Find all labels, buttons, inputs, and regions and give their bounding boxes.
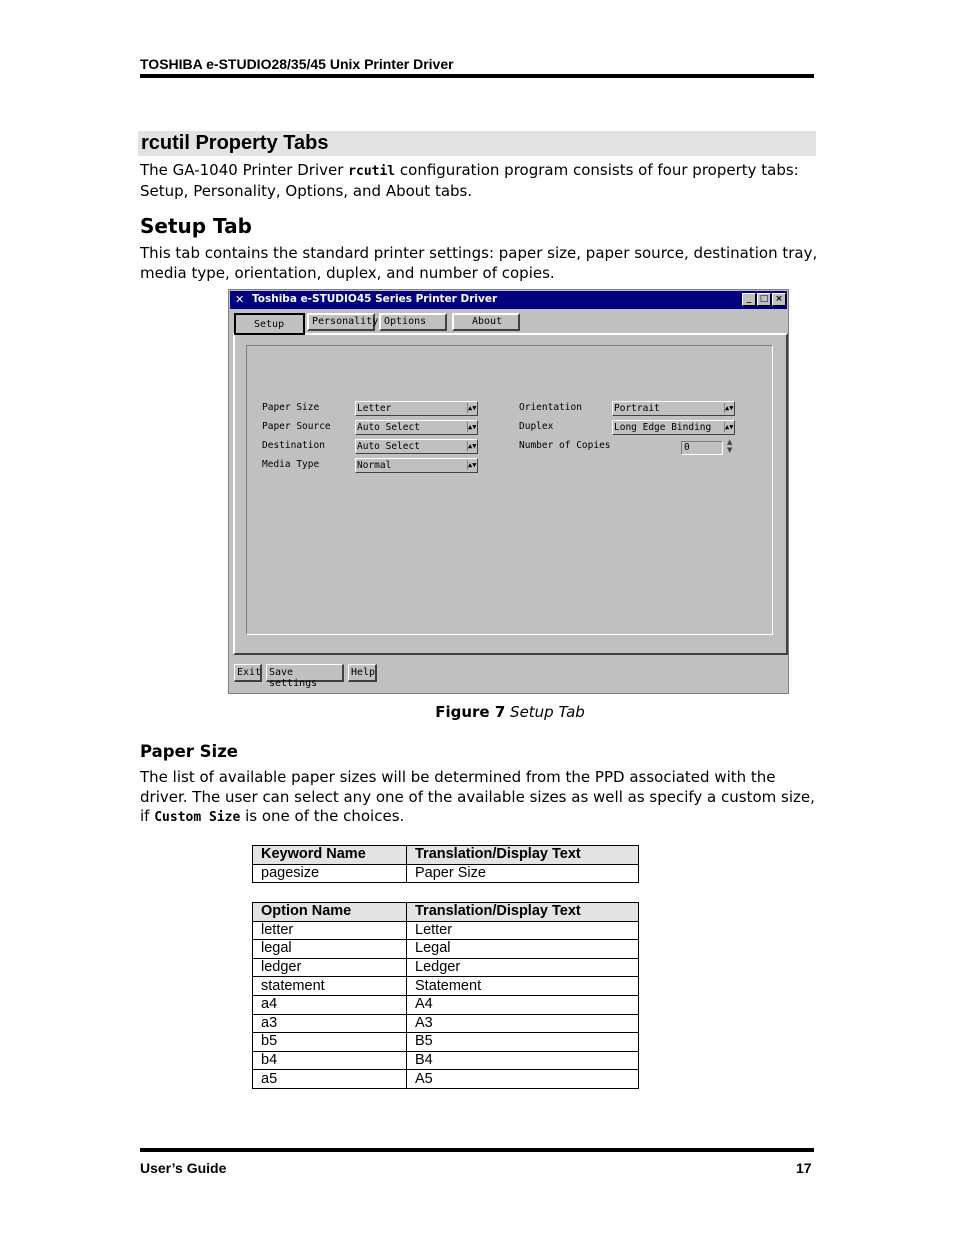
keyword-table	[252, 845, 639, 883]
paper-size-text-end: is one of the choices.	[240, 807, 405, 825]
spin-down-icon[interactable]: ▼	[727, 446, 733, 454]
table-row	[253, 864, 639, 883]
table-row	[253, 921, 639, 940]
intro-code: rcutil	[348, 164, 396, 179]
page-number: 17	[796, 1160, 812, 1176]
footer-guide-title: User’s Guide	[140, 1160, 227, 1176]
table-header-row	[253, 846, 639, 865]
table-cell: Paper Size	[407, 864, 639, 883]
table-cell: B5	[407, 1033, 639, 1052]
header-rule	[140, 74, 814, 78]
destination-select[interactable]	[355, 439, 478, 454]
destination-label: Destination	[262, 440, 325, 451]
table-row	[253, 1070, 639, 1089]
dropdown-arrow-icon: ▲▼	[468, 423, 477, 431]
table-cell: b4	[253, 1051, 407, 1070]
paper-size-text-start: The list of available paper sizes will be determined from the PPD associated with the driver. The user can select any one of the available sizes as well as specify a custom size, if	[140, 768, 815, 825]
spin-up-icon[interactable]: ▲	[727, 438, 733, 446]
copies-input[interactable]: 0	[681, 441, 723, 455]
table-cell: B4	[407, 1051, 639, 1070]
tab-about[interactable]: About	[452, 313, 520, 331]
figure-caption	[0, 703, 954, 721]
table-cell: a3	[253, 1014, 407, 1033]
table-cell: Legal	[407, 940, 639, 959]
orientation-label: Orientation	[519, 402, 582, 413]
option-table	[252, 902, 639, 1089]
copies-label: Number of Copies	[519, 440, 611, 451]
duplex-label: Duplex	[519, 421, 554, 432]
table-cell: b5	[253, 1033, 407, 1052]
tab-options[interactable]: Options	[379, 313, 447, 331]
dropdown-arrow-icon: ▲▼	[468, 442, 477, 450]
save-settings-button[interactable]: Save settings	[266, 664, 344, 682]
table-header: Option Name	[253, 903, 407, 922]
table-cell: letter	[253, 921, 407, 940]
table-header: Translation/Display Text	[407, 903, 639, 922]
table-header-row	[253, 903, 639, 922]
orientation-value: Portrait	[614, 403, 660, 414]
minimize-button[interactable]: _	[742, 293, 756, 306]
figure-title: Setup Tab	[510, 703, 585, 721]
table-cell: A4	[407, 995, 639, 1014]
dropdown-arrow-icon: ▲▼	[468, 461, 477, 469]
paper-size-label: Paper Size	[262, 402, 320, 413]
exit-button[interactable]: Exit	[234, 664, 262, 682]
table-cell: A3	[407, 1014, 639, 1033]
dropdown-arrow-icon: ▲▼	[725, 423, 734, 431]
printer-driver-window	[228, 289, 789, 694]
paper-size-select[interactable]	[355, 401, 478, 416]
table-row	[253, 1051, 639, 1070]
document-header: TOSHIBA e-STUDIO28/35/45 Unix Printer Driver	[140, 56, 454, 72]
app-icon: ✕	[235, 293, 245, 306]
section-title: rcutil Property Tabs	[141, 132, 329, 154]
dropdown-arrow-icon: ▲▼	[725, 404, 734, 412]
maximize-button[interactable]: □	[757, 293, 771, 306]
table-cell: pagesize	[253, 864, 407, 883]
media-type-label: Media Type	[262, 459, 320, 470]
dropdown-arrow-icon: ▲▼	[468, 404, 477, 412]
table-row	[253, 940, 639, 959]
table-cell: Ledger	[407, 958, 639, 977]
help-button[interactable]: Help	[348, 664, 377, 682]
table-header: Keyword Name	[253, 846, 407, 865]
table-cell: a4	[253, 995, 407, 1014]
setup-heading: Setup Tab	[140, 214, 252, 238]
close-button[interactable]: ×	[772, 293, 786, 306]
intro-text: The GA-1040 Printer Driver	[140, 161, 349, 179]
table-cell: Letter	[407, 921, 639, 940]
table-cell: Statement	[407, 977, 639, 996]
destination-value: Auto Select	[357, 441, 420, 452]
paper-source-label: Paper Source	[262, 421, 331, 432]
section-intro	[140, 161, 820, 201]
paper-source-value: Auto Select	[357, 422, 420, 433]
media-type-value: Normal	[357, 460, 392, 471]
table-row	[253, 995, 639, 1014]
table-cell: ledger	[253, 958, 407, 977]
settings-group	[246, 345, 773, 635]
table-cell: A5	[407, 1070, 639, 1089]
table-row	[253, 958, 639, 977]
paper-size-heading: Paper Size	[140, 742, 239, 761]
paper-size-value: Letter	[357, 403, 392, 414]
figure-label: Figure 7	[435, 703, 506, 721]
setup-text: This tab contains the standard printer settings: paper size, paper source, destination tray, media type, orientation, duplex, and number of copies.	[140, 244, 818, 282]
intro-text-end: configuration program consists of four property tabs: Setup, Personality, Options, and About tabs.	[140, 161, 799, 200]
window-title: Toshiba e-STUDIO45 Series Printer Driver	[252, 293, 498, 305]
paper-size-text	[140, 768, 820, 828]
window-titlebar	[230, 291, 787, 309]
duplex-value: Long Edge Binding	[614, 422, 712, 433]
orientation-select[interactable]	[612, 401, 735, 416]
tab-setup[interactable]: Setup	[234, 313, 305, 335]
table-row	[253, 1033, 639, 1052]
duplex-select[interactable]	[612, 420, 735, 435]
tab-personality[interactable]: Personality	[307, 313, 375, 331]
table-header: Translation/Display Text	[407, 846, 639, 865]
custom-size-code: Custom Size	[154, 810, 241, 825]
media-type-select[interactable]	[355, 458, 478, 473]
table-row	[253, 1014, 639, 1033]
footer-rule	[140, 1148, 814, 1152]
paper-source-select[interactable]	[355, 420, 478, 435]
table-cell: statement	[253, 977, 407, 996]
table-row	[253, 977, 639, 996]
table-cell: a5	[253, 1070, 407, 1089]
table-cell: legal	[253, 940, 407, 959]
